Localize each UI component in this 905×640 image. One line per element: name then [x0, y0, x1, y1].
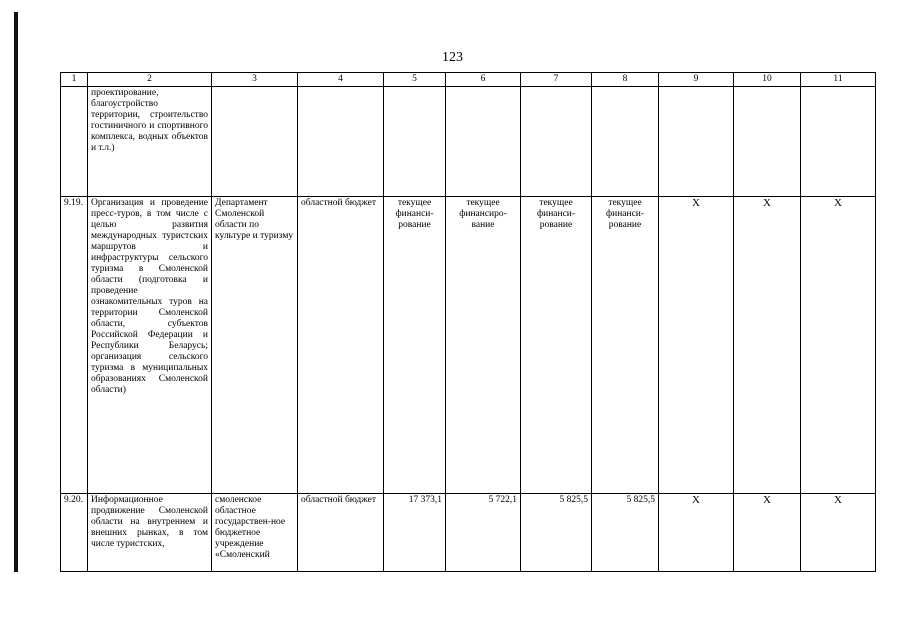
value-col10 — [734, 87, 801, 197]
value-col6 — [446, 87, 521, 197]
scan-edge-bar — [14, 12, 18, 572]
executor: смоленское областное государствен-ное бюджетное учреждение «Смоленский — [212, 494, 298, 572]
value-col8: текущее финанси-рование — [592, 197, 659, 494]
measure-name: Информационное продвижение Смоленской области на внутреннем и внешних рынках, в том числе туристских, — [88, 494, 212, 572]
column-header: 9 — [659, 73, 734, 87]
value-col11: Х — [801, 197, 876, 494]
value-col11: Х — [801, 494, 876, 572]
table-row — [61, 87, 876, 197]
column-header: 3 — [212, 73, 298, 87]
funding-source: областной бюджет — [298, 494, 384, 572]
value-col9 — [659, 87, 734, 197]
value-col5 — [384, 87, 446, 197]
column-header: 4 — [298, 73, 384, 87]
value-col5: текущее финанси-рование — [384, 197, 446, 494]
value-col10: Х — [734, 494, 801, 572]
value-col6: текущее финансиро-вание — [446, 197, 521, 494]
column-header: 5 — [384, 73, 446, 87]
value-col7: текущее финанси-рование — [521, 197, 592, 494]
value-col10: Х — [734, 197, 801, 494]
executor: Департамент Смоленской области по культуре и туризму — [212, 197, 298, 494]
page-number: 123 — [442, 50, 463, 65]
value-col6: 5 722,1 — [446, 494, 521, 572]
column-header: 6 — [446, 73, 521, 87]
value-col8: 5 825,5 — [592, 494, 659, 572]
column-header: 8 — [592, 73, 659, 87]
value-col5: 17 373,1 — [384, 494, 446, 572]
measure-name: проектирование, благоустройство территории, строительство гостиничного и спортивного комплекса, водных объектов и т.л.) — [88, 87, 212, 197]
column-header: 7 — [521, 73, 592, 87]
value-col8 — [592, 87, 659, 197]
value-col9: Х — [659, 197, 734, 494]
table-row — [61, 197, 876, 494]
column-header: 10 — [734, 73, 801, 87]
value-col11 — [801, 87, 876, 197]
row-number — [61, 87, 88, 197]
executor — [212, 87, 298, 197]
program-table — [60, 72, 876, 572]
value-col9: Х — [659, 494, 734, 572]
funding-source: областной бюджет — [298, 197, 384, 494]
value-col7 — [521, 87, 592, 197]
column-header: 2 — [88, 73, 212, 87]
table-row — [61, 494, 876, 572]
measure-name: Организация и проведение пресс-туров, в том числе с целью развития международных туристских маршрутов и инфраструктуры сельского туризма в Смоленской области (подготовка и проведение ознакомительных туров на территории Смоленской области, субъектов Российской Федерации и Республики Беларусь; организация сельского туризма в муниципальных образованиях Смоленской области) — [88, 197, 212, 494]
row-number: 9.20. — [61, 494, 88, 572]
value-col7: 5 825,5 — [521, 494, 592, 572]
column-header: 1 — [61, 73, 88, 87]
column-number-row — [61, 73, 876, 87]
column-header: 11 — [801, 73, 876, 87]
row-number: 9.19. — [61, 197, 88, 494]
funding-source — [298, 87, 384, 197]
